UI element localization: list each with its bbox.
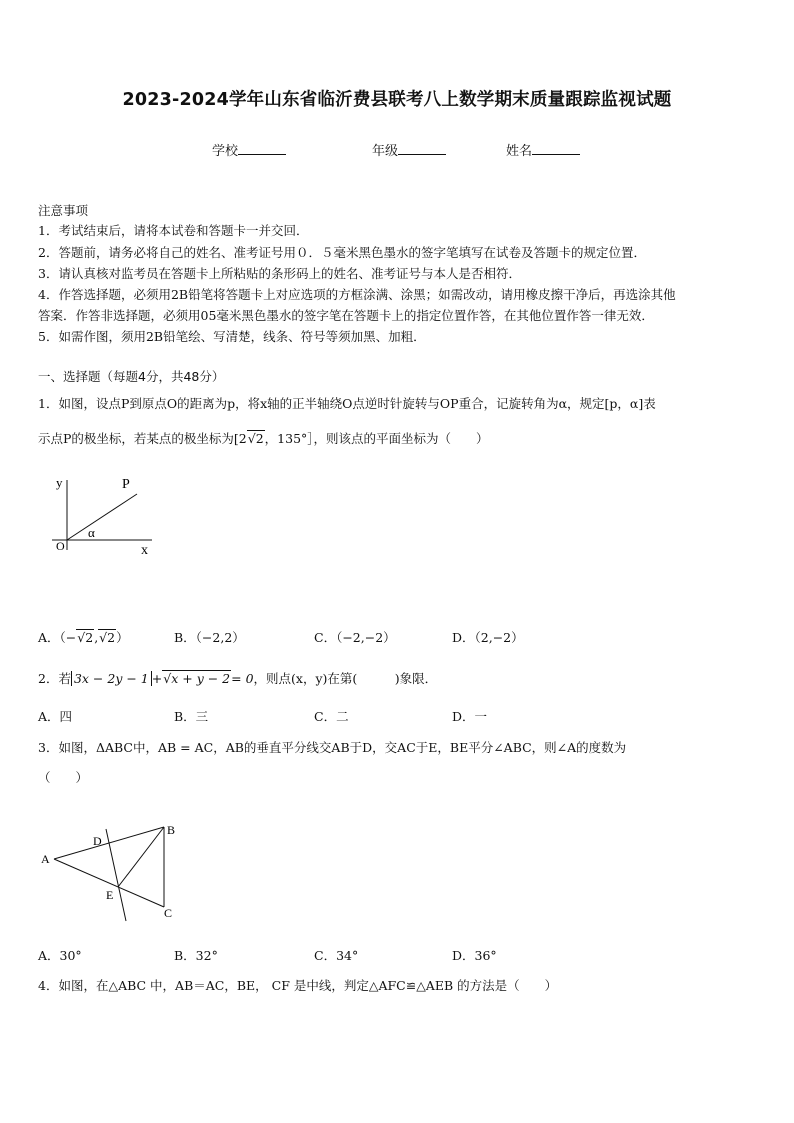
origin-label: O (56, 539, 65, 553)
q1-option-b[interactable]: B．（−2,2） (174, 630, 245, 645)
sqrt-symbol: √2 (77, 630, 94, 645)
label-e: E (106, 888, 114, 902)
q3-option-c[interactable]: C．34° (314, 948, 359, 963)
q3-option-b[interactable]: B．32° (174, 948, 218, 963)
q1-text-line1: 1．如图，设点P到原点O的距离为p，将x轴的正半轴绕O点逆时针旋转与OP重合，记旋转角为α，规定[p，α]表 (38, 396, 656, 411)
q2-text: 2．若 3x − 2y − 1 +√x + y − 2= 0，则点(x，y)在第( )象限． (38, 671, 438, 686)
label-b: B (167, 823, 176, 837)
q2-option-c[interactable]: C．二 (314, 709, 349, 724)
school-label: 学校 (212, 144, 239, 159)
q1-text-line2: 示点P的极坐标，若某点的极坐标为[2√2，135°］，则该点的平面坐标为（ ） (38, 431, 489, 446)
name-label: 姓名 (506, 144, 533, 159)
q2-option-a[interactable]: A．四 (38, 709, 73, 724)
note-item: 答案．作答非选择题，必须用05毫米黑色墨水的签字笔在答题卡上的指定位置作答，在其他位置作答一律无效． (38, 308, 654, 323)
note-item: 5．如需作图，须用2B铅笔绘、写清楚，线条、符号等须加黑、加粗． (38, 329, 426, 344)
name-field[interactable] (506, 140, 580, 159)
q4-text: 4．如图，在△ABC 中，AB＝AC，BE， CF 是中线，判定△AFC≌△AEB 的方法是（ ） (38, 978, 558, 993)
school-field[interactable] (212, 140, 286, 159)
notes-heading: 注意事项 (38, 203, 89, 218)
label-c: C (164, 906, 173, 920)
note-item: 2．答题前，请务必将自己的姓名、准考证号用０．５毫米黑色墨水的签字笔填写在试卷及答题卡的规定位置． (38, 245, 646, 260)
p-label: P (122, 477, 130, 492)
name-blank[interactable] (532, 142, 580, 155)
grade-label: 年级 (372, 144, 399, 159)
q3-text-line1: 3．如图，ΔABC中，AB = AC，AB的垂直平分线交AB于D，交AC于E，BE平分∠ABC，则∠A的度数为 (38, 740, 627, 755)
sqrt-symbol: √x + y − 2 (163, 671, 231, 686)
label-a: A (41, 852, 50, 866)
x-label: x (141, 543, 148, 558)
section-heading: 一、选择题（每题4分，共48分） (38, 369, 225, 384)
school-blank[interactable] (238, 142, 286, 155)
grade-field[interactable] (372, 140, 446, 159)
q1-polar-figure (40, 470, 170, 570)
note-item: 3．请认真核对监考员在答题卡上所粘贴的条形码上的姓名、准考证号与本人是否相符． (38, 266, 521, 281)
q3-option-d[interactable]: D．36° (452, 948, 497, 963)
q1-option-c[interactable]: C．（−2,−2） (314, 630, 396, 645)
alpha-label: α (88, 525, 95, 540)
q2-absolute-value: 3x − 2y − 1 (71, 671, 152, 686)
perpendicular-bisector (106, 829, 126, 921)
q2-option-b[interactable]: B．三 (174, 709, 209, 724)
q1-option-d[interactable]: D．（2,−2） (452, 630, 524, 645)
note-item: 1．考试结束后，请将本试卷和答题卡一并交回． (38, 223, 309, 238)
segment-be (118, 827, 164, 887)
note-item: 4．作答选择题，必须用2B铅笔将答题卡上对应选项的方框涂满、涂黑；如需改动，请用橡皮擦干净后，再选涂其他 (38, 287, 676, 302)
page-title: 2023-2024学年山东省临沂费县联考八上数学期末质量跟踪监视试题 (122, 90, 672, 110)
q2-option-d[interactable]: D．一 (452, 709, 488, 724)
q3-option-a[interactable]: A．30° (38, 948, 82, 963)
y-label: y (56, 475, 63, 490)
label-d: D (93, 834, 102, 848)
q3-text-line2: （ ） (38, 770, 89, 785)
q3-triangle-figure (36, 815, 206, 925)
sqrt-symbol: √2 (247, 431, 264, 446)
q1-option-a[interactable]: A．（−√2,√2） (38, 630, 129, 645)
sqrt-symbol: √2 (99, 630, 116, 645)
ray-op (67, 494, 137, 540)
grade-blank[interactable] (398, 142, 446, 155)
